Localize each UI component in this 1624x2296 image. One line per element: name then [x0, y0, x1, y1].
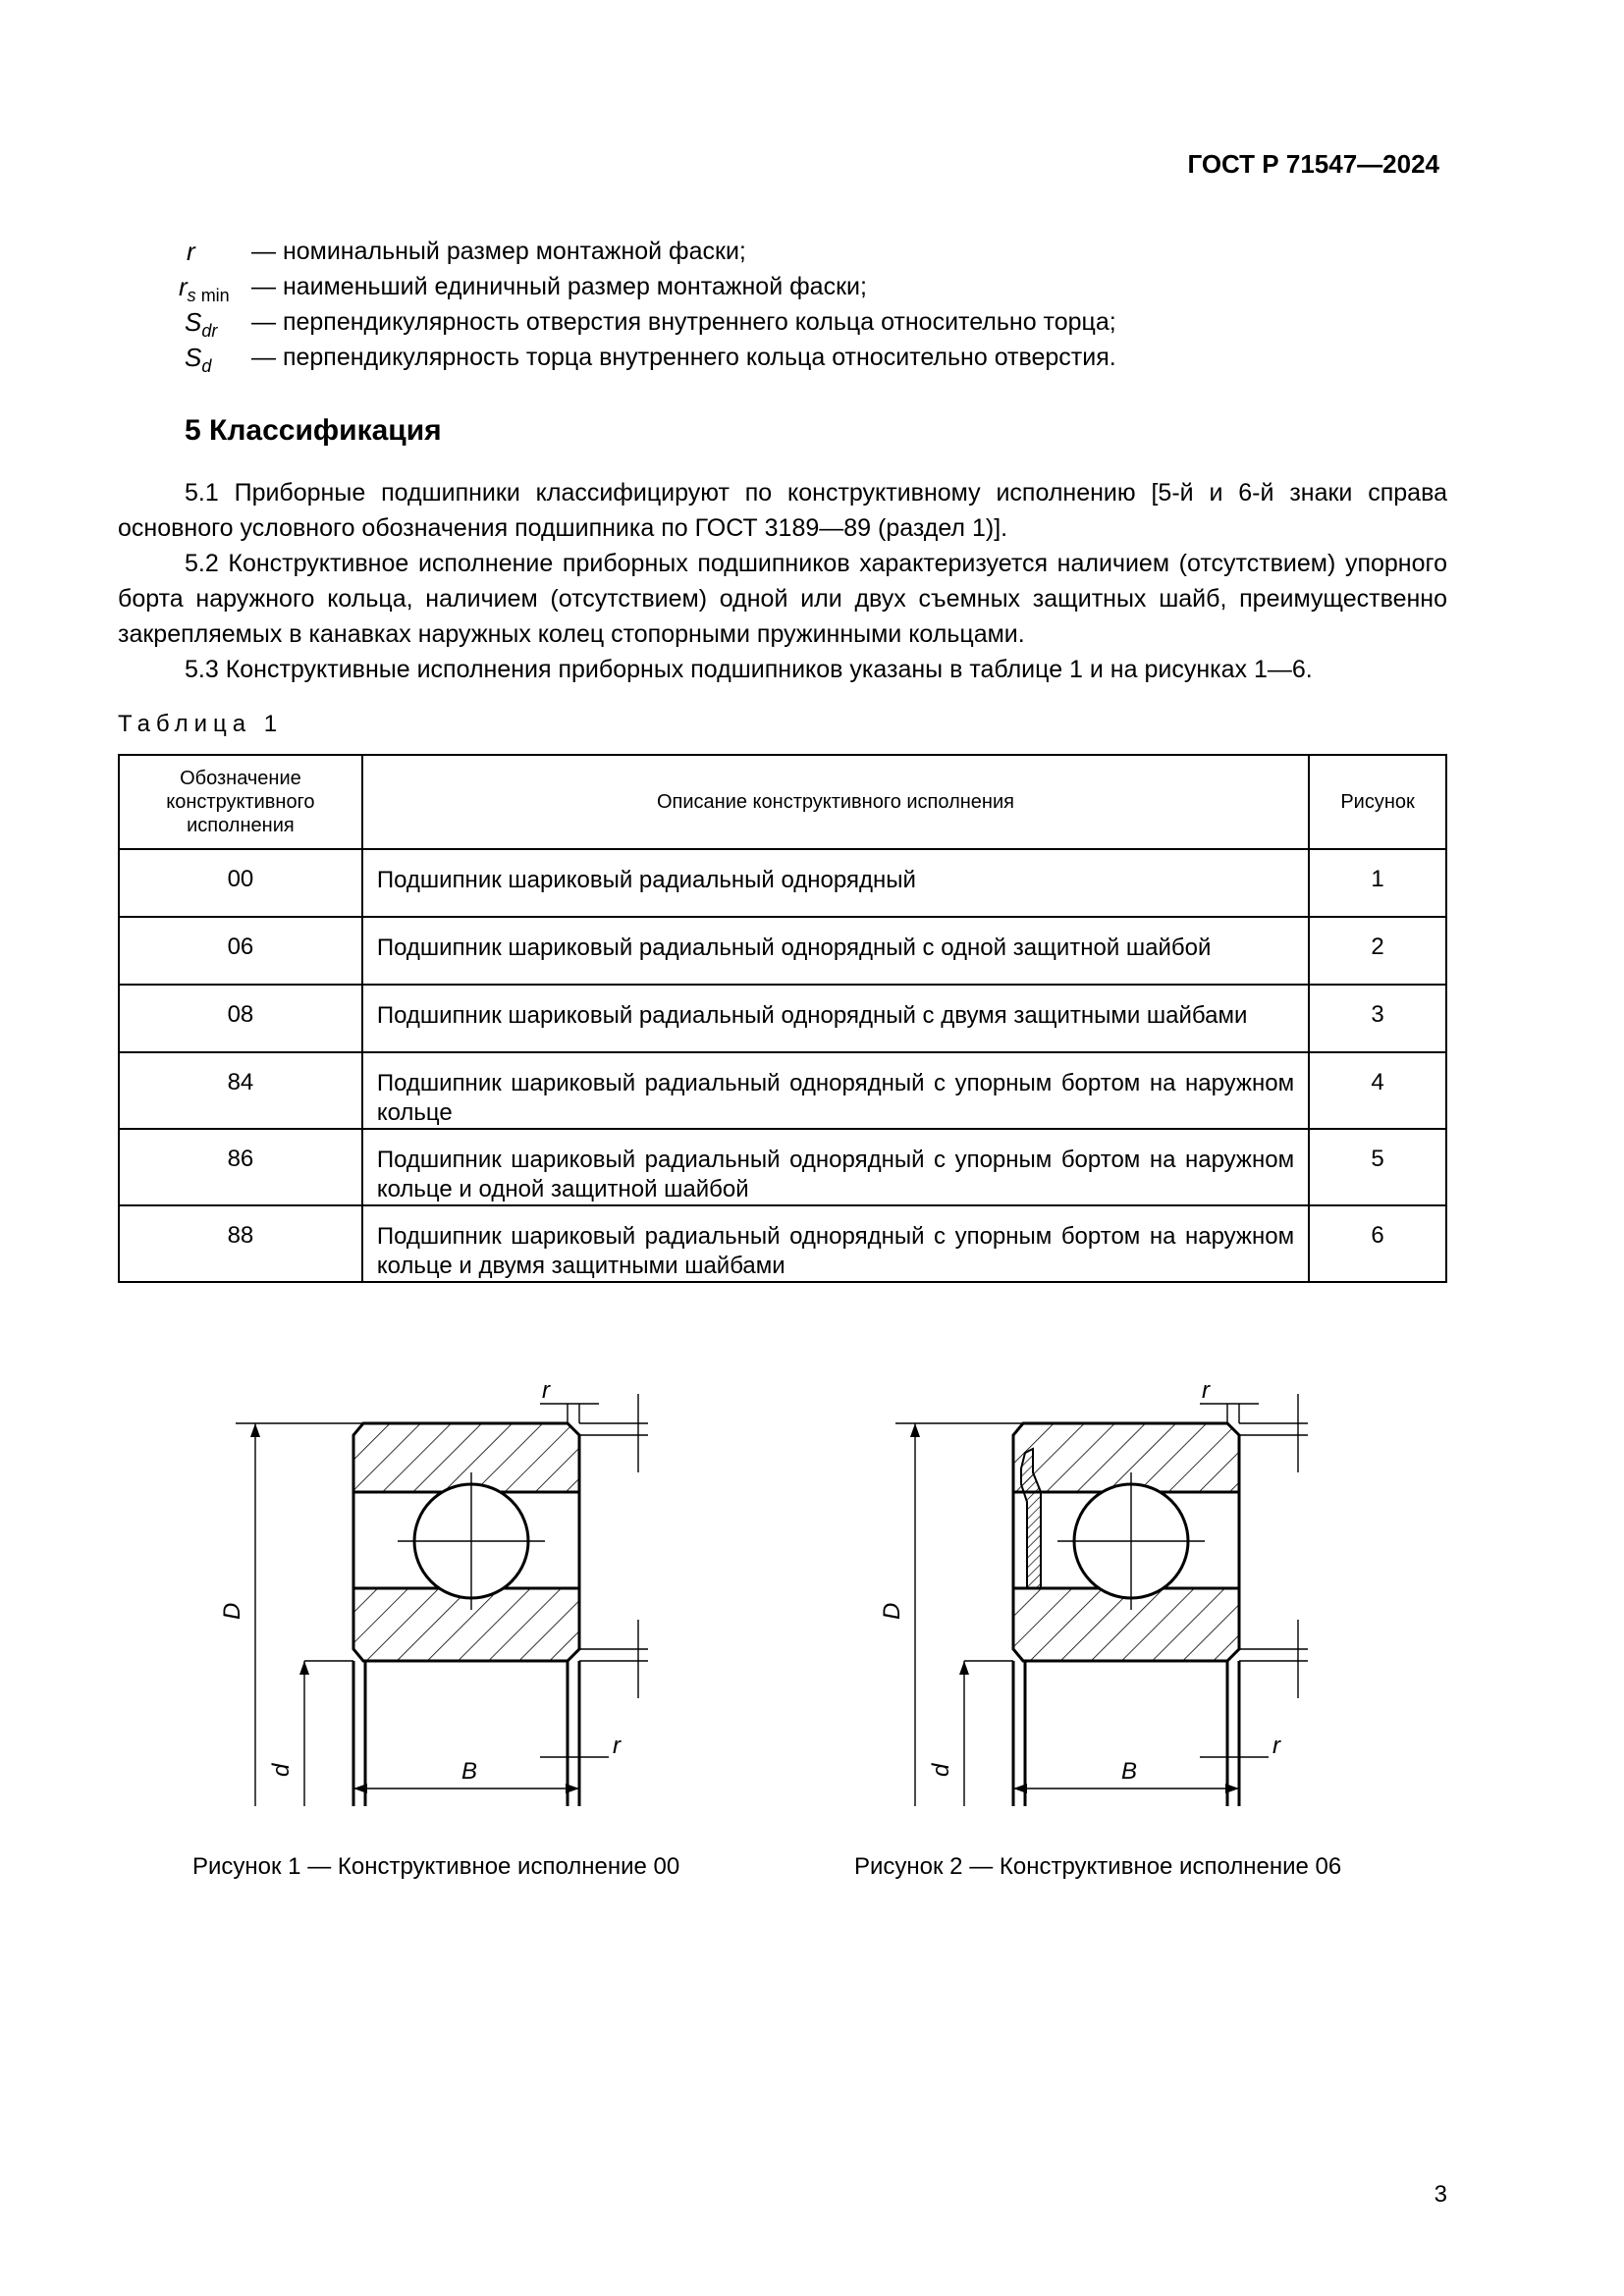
section-title: 5 Классификация — [185, 414, 442, 447]
table-row: 88 Подшипник шариковый радиальный однорядный с упорным бортом на наружном кольце и двумя защитными шайбами 6 — [119, 1205, 1446, 1282]
paragraph-5-3: 5.3 Конструктивные исполнения приборных подшипников указаны в таблице 1 и на рисунках 1—6. — [185, 656, 1313, 683]
table-row: 84 Подшипник шариковый радиальный однорядный с упорным бортом на наружном кольце 4 — [119, 1052, 1446, 1129]
dimension-B-label: B — [1121, 1758, 1138, 1785]
definition-row: r — номинальный размер монтажной фаски; — [187, 237, 746, 266]
table-row: 00 Подшипник шариковый радиальный однорядный 1 — [119, 849, 1446, 917]
figure-1-bearing-drawing — [216, 1377, 621, 1845]
dimension-r-label: r — [542, 1377, 550, 1404]
dimension-B-label: B — [461, 1758, 478, 1785]
dimension-r-label: r — [1202, 1377, 1210, 1404]
table-row: 08 Подшипник шариковый радиальный однорядный с двумя защитными шайбами 3 — [119, 985, 1446, 1052]
definition-row: $S_d$ — перпендикулярность торца внутреннего кольца относительно отверстия. — [185, 343, 1116, 377]
table-row: 06 Подшипник шариковый радиальный однорядный с одной защитной шайбой 2 — [119, 917, 1446, 985]
column-header: Рисунок — [1309, 755, 1446, 849]
definition-row: $S_{dr}$ — перпендикулярность отверстия внутреннего кольца относительно торца; — [185, 307, 1116, 342]
definition-row: $r_s$ $_{min}$ — наименьший единичный размер монтажной фаски; — [179, 272, 867, 306]
dimension-D-label: D — [879, 1602, 905, 1620]
document-header: ГОСТ Р 71547—2024 — [1187, 149, 1439, 179]
column-header: Описание конструктивного исполнения — [362, 755, 1309, 849]
dimension-d-label: d — [268, 1763, 295, 1777]
dimension-d-label: d — [928, 1763, 954, 1777]
table-row: 86 Подшипник шариковый радиальный однорядный с упорным бортом на наружном кольце и одной защитной шайбой 5 — [119, 1129, 1446, 1205]
paragraph-5-2: 5.2 Конструктивное исполнение приборных подшипников характеризуется наличием (отсутствием) упорного борта наружного кольца, наличием (отсутствием) одной или двух съемных защитных шайб, преимущественно закрепляемых в канавках наружных колец стопорными пружинными кольцами. — [118, 550, 1447, 648]
paragraph-5-1: 5.1 Приборные подшипники классифицируют по конструктивному исполнению [5-й и 6-й знаки справа основного условного обозначения подшипника по ГОСТ 3189—89 (раздел 1)]. — [118, 479, 1447, 542]
dimension-r-label: r — [1272, 1733, 1280, 1759]
symbol-definitions — [157, 234, 1116, 375]
dimension-r-label: r — [613, 1733, 621, 1759]
classification-table — [118, 754, 1447, 1283]
figure-2-caption: Рисунок 2 — Конструктивное исполнение 06 — [854, 1853, 1342, 1880]
table-header-row — [119, 755, 1446, 849]
page-number: 3 — [1434, 2181, 1447, 2208]
figure-1-caption: Рисунок 1 — Конструктивное исполнение 00 — [192, 1853, 680, 1880]
dimension-D-label: D — [219, 1602, 245, 1620]
table-caption: Таблица 1 — [118, 711, 284, 737]
column-header: Обозначение конструктивного исполнения — [119, 755, 362, 849]
figure-2-bearing-drawing — [879, 1377, 1280, 1845]
